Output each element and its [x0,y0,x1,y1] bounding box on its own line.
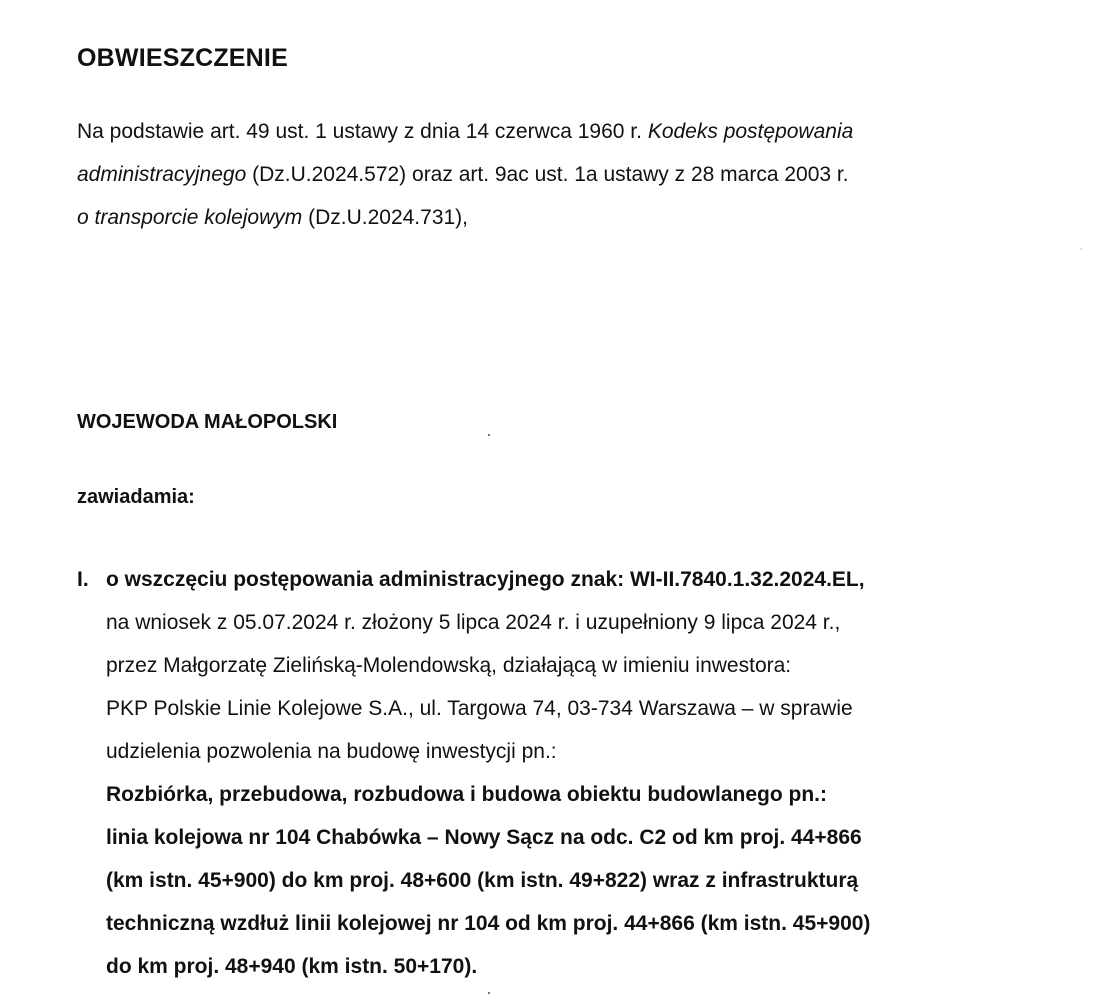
project-title-line: linia kolejowa nr 104 Chabówka – Nowy Sącz na odc. C2 od km proj. 44+866 [106,826,862,849]
project-title-line: do km proj. 48+940 (km istn. 50+170). [106,955,478,978]
legal-basis-text: Na podstawie art. 49 ust. 1 ustawy z dnia 14 czerwca 1960 r. [77,120,648,143]
scan-speck [488,434,490,436]
section-line: PKP Polskie Linie Kolejowe S.A., ul. Targowa 74, 03-734 Warszawa – w sprawie [106,697,853,720]
legal-basis-line-3 [77,196,1077,239]
act-title-italic: o transporcie kolejowym [77,206,303,229]
project-title-line: techniczną wzdłuż linii kolejowej nr 104 od km proj. 44+866 (km istn. 45+900) [106,912,871,935]
section-line: na wniosek z 05.07.2024 r. złożony 5 lipca 2024 r. i uzupełniony 9 lipca 2024 r., [106,611,841,634]
legal-basis-text: (Dz.U.2024.572) oraz art. 9ac ust. 1a ustawy z 28 marca 2003 r. [246,163,849,186]
legal-basis-paragraph [77,110,1077,239]
legal-basis-line-1 [77,110,1077,153]
act-title-italic: administracyjnego [77,163,247,186]
legal-basis-line-2 [77,153,1077,196]
section-body [106,558,1087,988]
act-title-italic: Kodeks postępowania [647,120,854,143]
announces-heading: zawiadamia: [77,486,195,508]
legal-basis-text: (Dz.U.2024.731), [302,206,469,229]
section-line: udzielenia pozwolenia na budowę inwestycji pn.: [106,740,557,763]
document-title: OBWIESZCZENIE [77,44,288,72]
scan-speck [1080,248,1082,250]
section-i [77,558,1087,988]
section-marker: I. [77,568,89,591]
section-line: przez Małgorzatę Zielińską-Molendowską, działającą w imieniu inwestora: [106,654,792,677]
scan-speck [488,992,490,994]
issuing-authority: WOJEWODA MAŁOPOLSKI [77,411,338,433]
project-title-line: (km istn. 45+900) do km proj. 48+600 (km istn. 49+822) wraz z infrastrukturą [106,869,859,892]
project-title-line: Rozbiórka, przebudowa, rozbudowa i budowa obiektu budowlanego pn.: [106,783,827,806]
section-lead: o wszczęciu postępowania administracyjnego znak: WI-II.7840.1.32.2024.EL, [106,568,865,591]
